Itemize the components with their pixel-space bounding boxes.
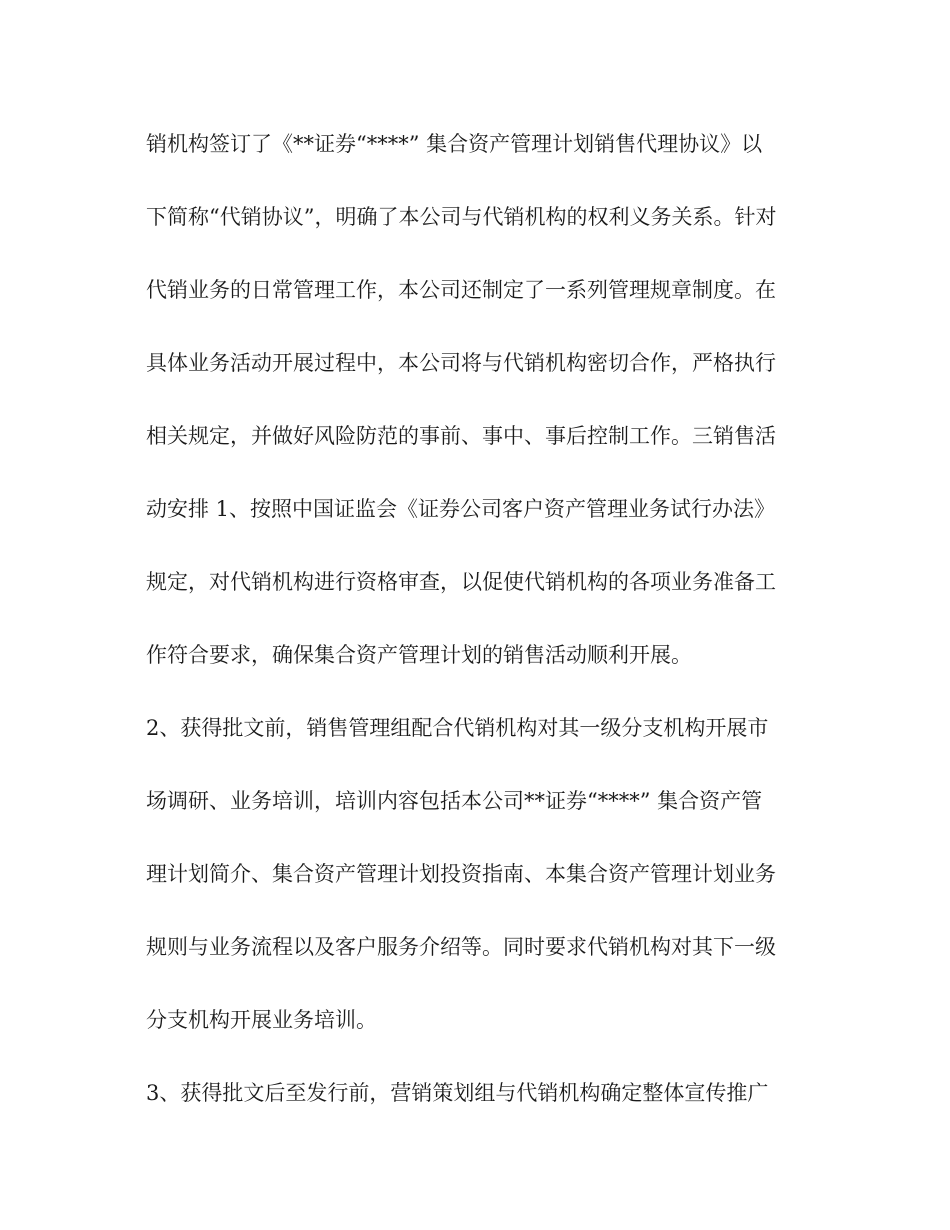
text-line: 3、获得批文后至发行前，营销策划组与代销机构确定整体宣传推广 (146, 1081, 769, 1105)
text-line: 规定，对代销机构进行资格审查，以促使代销机构的各项业务准备工 (146, 570, 776, 594)
text-line: 代销业务的日常管理工作，本公司还制定了一系列管理规章制度。在 (146, 278, 776, 302)
text-line: 分支机构开展业务培训。 (146, 1008, 377, 1032)
text-line: 理计划简介、集合资产管理计划投资指南、本集合资产管理计划业务 (146, 862, 776, 886)
text-line: 作符合要求，确保集合资产管理计划的销售活动顺利开展。 (146, 643, 692, 667)
text-line: 场调研、业务培训，培训内容包括本公司**证券“****” 集合资产管 (146, 789, 763, 813)
text-line: 动安排 1、按照中国证监会《证券公司客户资产管理业务试行办法》 (146, 497, 776, 521)
text-line: 规则与业务流程以及客户服务介绍等。同时要求代销机构对其下一级 (146, 935, 776, 959)
text-line: 下简称“代销协议”，明确了本公司与代销机构的权利义务关系。针对 (146, 205, 777, 229)
text-line: 2、获得批文前，销售管理组配合代销机构对其一级分支机构开展市 (146, 716, 769, 740)
text-line: 销机构签订了《**证券“****” 集合资产管理计划销售代理协议》以 (146, 132, 763, 156)
text-line: 相关规定，并做好风险防范的事前、事中、事后控制工作。三销售活 (146, 424, 776, 448)
text-line: 具体业务活动开展过程中，本公司将与代销机构密切合作，严格执行 (146, 351, 776, 375)
